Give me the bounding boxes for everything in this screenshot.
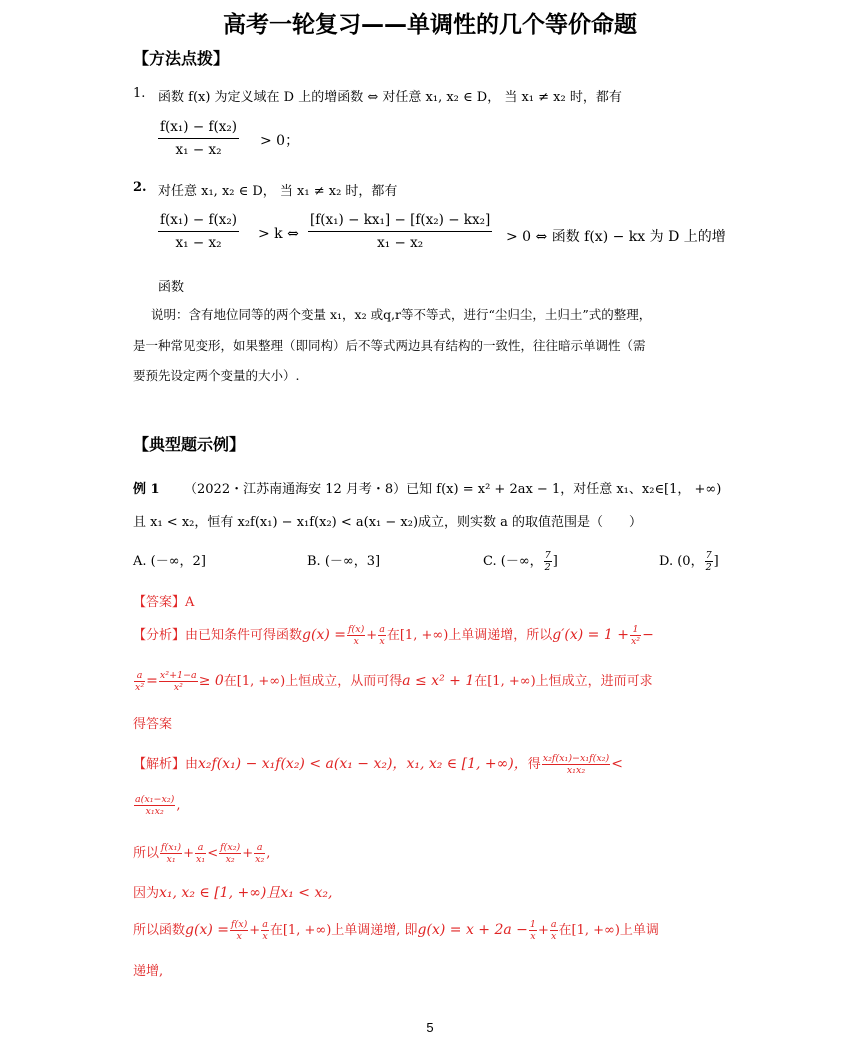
solution-l2-den: x₁x₂: [145, 806, 164, 817]
solution-line-1: [133, 753, 623, 776]
option-c: [483, 550, 558, 573]
solution-l5-g: g(x) =: [185, 922, 229, 938]
option-c-den: 2: [544, 562, 551, 573]
solution-l3-f1-den: x₁: [166, 854, 176, 865]
item2-tail2: 函数: [158, 280, 185, 295]
solution-line-2: [133, 794, 181, 817]
note-line-1: 说明：含有地位同等的两个变量 x₁，x₂ 或q,r等不等式，进行“尘归尘，土归土”式的整理，: [151, 307, 652, 322]
solution-l3-f1-num: f(x₁): [161, 842, 182, 853]
solution-line-4: [133, 882, 332, 902]
analysis-l2-ineq: a ≤ x² + 1: [402, 673, 475, 689]
analysis-f3-num: 1: [630, 624, 641, 636]
item2-tail: > 0 ⇔ 函数 f(x) − kx 为 D 上的增: [506, 229, 726, 245]
analysis-line-2: [133, 670, 653, 693]
solution-l5-f3-den: x: [530, 931, 536, 942]
analysis-g: g(x) =: [302, 627, 346, 643]
solution-ineq: x₂f(x₁) − x₁f(x₂) < a(x₁ − x₂)，: [198, 756, 407, 772]
option-d-den: 2: [705, 562, 712, 573]
analysis-line-3: 得答案: [133, 717, 173, 732]
solution-l5-f4-den: x: [551, 931, 557, 942]
item2-label: 2.: [133, 180, 147, 195]
analysis-l2-eq: =: [146, 673, 158, 689]
solution-l5-tail: 在[1, +∞)上单调: [558, 923, 659, 938]
item2-fraction-1: [158, 212, 239, 251]
analysis-l2-f1-num: a: [134, 670, 145, 682]
analysis-minus: −: [642, 627, 654, 643]
solution-l3-f3-num: f(x₂): [220, 842, 241, 853]
page-title: 高考一轮复习——单调性的几个等价命题: [223, 12, 637, 38]
solution-f-num: x₂f(x₁)−x₁f(x₂): [542, 753, 610, 764]
solution-l5-f1-num: f(x): [230, 919, 248, 930]
item2-fraction-2: [308, 212, 492, 251]
answer: 【答案】A: [133, 595, 195, 610]
item2-frac1-den: x₁ − x₂: [175, 235, 222, 251]
solution-l3-end: ,: [266, 846, 271, 861]
solution-line-5: 所以函数g(x) = $\frac{f(x)}{x}$ + $\frac{a}{x}$ 在[1, +∞)上单调递增, 即g(x) = x + 2a − $\frac{1}{x}$ + $\frac{a}{x}$ 在[1, +∞)上单调: [133, 919, 659, 942]
item1-label: 1.: [133, 86, 146, 101]
solution-l2-num: a(x₁−x₂): [135, 794, 175, 805]
solution-l3-f2-den: x₁: [196, 854, 206, 865]
option-c-suffix: ]: [552, 554, 558, 569]
analysis-f1-den: x: [353, 636, 359, 647]
analysis-f2-num: a: [379, 624, 385, 635]
analysis-f2-den: x: [379, 636, 385, 647]
solution-l5-f1-den: x: [236, 931, 242, 942]
solution-l5-f4-num: a: [550, 919, 557, 930]
item2-text: 对任意 x₁, x₂ ∈ D， 当 x₁ ≠ x₂ 时，都有: [158, 184, 398, 199]
option-d-num: 7: [705, 550, 712, 561]
solution-l3-f4-den: x₂: [255, 854, 265, 865]
item2-mid: > k ⇔: [258, 226, 299, 242]
item1-frac-tail: > 0；: [260, 133, 300, 149]
solution-cond: x₁, x₂ ∈ [1, +∞)，: [406, 756, 528, 772]
analysis-head: 【分析】由已知条件可得函数: [133, 628, 303, 643]
example1-line-1: （2022・江苏南通海安 12 月考・8）已知 f(x) = x² + 2ax − 1，对任意 x₁、x₂∈[1， +∞): [184, 482, 722, 497]
method-heading: 【方法点拨】: [133, 49, 230, 68]
solution-l5-f2-num: a: [262, 919, 268, 930]
solution-line-3: 所以 $\frac{\text{f(x₁)}}{\text{x₁}}$ + $\frac{a}{\text{x₁}}$ < $\frac{\text{f(x₂)}}{\text{x₂}}$ + $\frac{a}{\text{x₂}}$ ,: [133, 842, 271, 865]
option-b: B. (－∞，3]: [307, 554, 381, 569]
option-c-num: 7: [544, 550, 551, 561]
solution-l5-f2-den: x: [262, 931, 268, 942]
solution-l5-pre: 所以函数: [133, 923, 186, 938]
analysis-f1-num: f(x): [347, 624, 365, 635]
solution-l3-f3-den: x₂: [225, 854, 235, 865]
note-line-2: 是一种常见变形，如果整理（即同构）后不等式两边具有结构的一致性，往往暗示单调性（需: [133, 338, 646, 353]
page-number: 5: [426, 1020, 434, 1035]
option-d-suffix: ]: [713, 554, 719, 569]
solution-l5-g2: g(x) = x + 2a −: [417, 922, 528, 938]
note-line-3: 要预先设定两个变量的大小）.: [133, 368, 300, 383]
example1-line-2: 且 x₁ < x₂，恒有 x₂f(x₁) − x₁f(x₂) < a(x₁ − x₂)成立，则实数 a 的取值范围是（ ）: [133, 515, 643, 530]
option-a: A. (－∞，2]: [133, 554, 206, 569]
solution-l3-pre: 所以: [133, 846, 160, 861]
analysis-f3-den: x²: [630, 636, 641, 647]
item2-frac1-num: f(x₁) − f(x₂): [160, 212, 238, 228]
solution-line-6: 递增,: [133, 964, 164, 979]
option-c-prefix: C. (－∞，: [483, 554, 543, 569]
option-d-prefix: D. (0，: [659, 554, 704, 569]
solution-f-den: x₁x₂: [566, 765, 586, 776]
analysis-l2-f2-den: x²: [173, 682, 183, 693]
analysis-line-1: [133, 624, 654, 647]
solution-l3-f4-num: a: [254, 842, 265, 854]
option-d: [659, 550, 719, 573]
analysis-gprime: g′(x) = 1 +: [552, 627, 629, 643]
analysis-l2-text2: 在[1, +∞)上恒成立，进而可求: [474, 674, 653, 689]
analysis-mid: 在[1, +∞)上单调递增，所以: [386, 628, 553, 643]
analysis-l2-f1-den: x²: [135, 682, 145, 693]
analysis-l2-text1: 在[1, +∞)上恒成立，从而可得: [223, 674, 403, 689]
analysis-l2-f2-num: x²+1−a: [159, 670, 197, 681]
solution-l4-pre: 因为: [133, 886, 160, 901]
example-heading: 【典型题示例】: [133, 435, 246, 454]
example1-label: 例 1: [133, 482, 160, 497]
item2-frac2-num: [f(x₁) − kx₁] − [f(x₂) − kx₂]: [310, 212, 491, 228]
item1-text: 函数 f(x) 为定义域在 D 上的增函数 ⇔ 对任意 x₁, x₂ ∈ D， 当 x₁ ≠ x₂ 时，都有: [158, 90, 622, 105]
solution-l2-tail: ,: [176, 798, 181, 813]
item1-frac-den: x₁ − x₂: [175, 142, 222, 158]
solution-l5-mid: 在[1, +∞)上单调递增, 即: [269, 923, 418, 938]
analysis-plus: +: [366, 628, 378, 643]
analysis-l2-ge: ≥ 0: [198, 673, 224, 689]
solution-get: 得: [527, 757, 541, 772]
solution-l4-math: x₁, x₂ ∈ [1, +∞)且x₁ < x₂,: [159, 885, 333, 901]
item1-frac-num: f(x₁) − f(x₂): [160, 119, 238, 135]
solution-l3-f2-num: a: [195, 842, 206, 854]
solution-l5-f3-num: 1: [529, 919, 536, 930]
solution-head: 【解析】由: [133, 757, 199, 772]
item2-frac2-den: x₁ − x₂: [377, 235, 424, 251]
solution-lt: <: [611, 756, 623, 772]
item1-fraction: [158, 119, 239, 158]
